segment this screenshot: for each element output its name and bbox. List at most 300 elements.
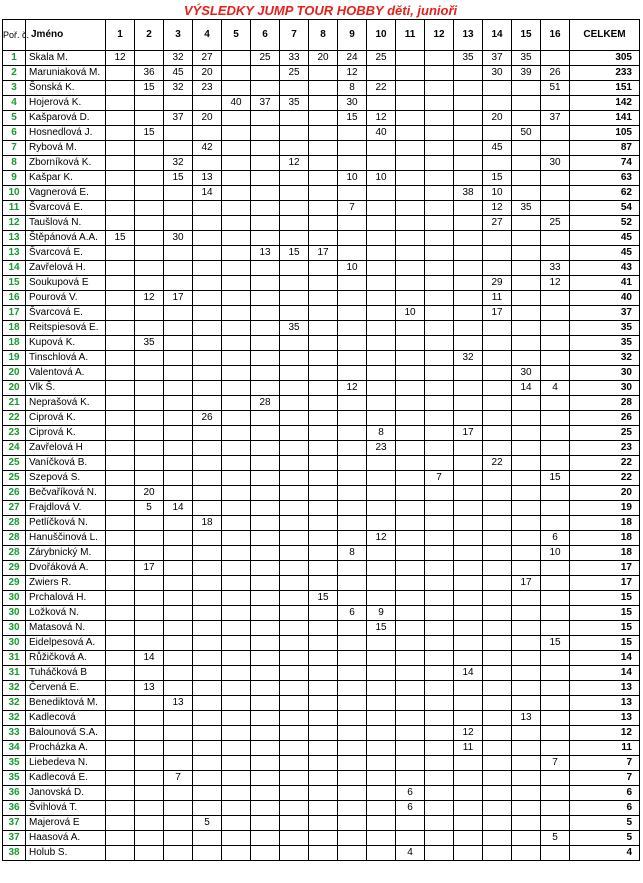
- rank-cell: 13: [3, 246, 26, 261]
- points-cell-round-5: [222, 276, 251, 291]
- points-cell-round-16: 10: [541, 546, 570, 561]
- points-cell-round-7: [280, 741, 309, 756]
- points-cell-round-7: [280, 681, 309, 696]
- rank-cell: 18: [3, 321, 26, 336]
- points-cell-round-10: [367, 381, 396, 396]
- points-cell-round-9: [338, 726, 367, 741]
- points-cell-round-8: [309, 801, 338, 816]
- points-cell-round-16: [541, 201, 570, 216]
- points-cell-round-4: 23: [193, 81, 222, 96]
- points-cell-round-8: [309, 576, 338, 591]
- points-cell-round-1: [106, 771, 135, 786]
- name-cell: Bečvaříková N.: [26, 486, 106, 501]
- points-cell-round-7: [280, 336, 309, 351]
- points-cell-round-10: [367, 456, 396, 471]
- round-12-header: 12: [425, 20, 454, 51]
- name-cell: Růžičková A.: [26, 651, 106, 666]
- points-cell-round-5: [222, 321, 251, 336]
- points-cell-round-2: [135, 111, 164, 126]
- table-row: [3, 381, 640, 396]
- points-cell-round-14: [483, 621, 512, 636]
- points-cell-round-11: [396, 96, 425, 111]
- points-cell-round-14: 30: [483, 66, 512, 81]
- points-cell-round-4: [193, 456, 222, 471]
- points-cell-round-12: [425, 51, 454, 66]
- points-cell-round-4: [193, 786, 222, 801]
- points-cell-round-11: [396, 501, 425, 516]
- name-cell: Švarcová E.: [26, 246, 106, 261]
- total-cell: 18: [570, 531, 640, 546]
- points-cell-round-10: 25: [367, 51, 396, 66]
- points-cell-round-5: [222, 576, 251, 591]
- points-cell-round-3: [164, 96, 193, 111]
- points-cell-round-10: [367, 186, 396, 201]
- points-cell-round-9: [338, 441, 367, 456]
- points-cell-round-8: [309, 111, 338, 126]
- points-cell-round-15: 35: [512, 51, 541, 66]
- points-cell-round-11: [396, 621, 425, 636]
- points-cell-round-2: [135, 621, 164, 636]
- points-cell-round-11: [396, 711, 425, 726]
- total-cell: 11: [570, 741, 640, 756]
- points-cell-round-6: [251, 516, 280, 531]
- points-cell-round-12: [425, 816, 454, 831]
- total-cell: 37: [570, 306, 640, 321]
- points-cell-round-4: [193, 576, 222, 591]
- points-cell-round-2: [135, 816, 164, 831]
- points-cell-round-3: 32: [164, 51, 193, 66]
- points-cell-round-16: [541, 576, 570, 591]
- points-cell-round-1: [106, 561, 135, 576]
- points-cell-round-3: [164, 336, 193, 351]
- points-cell-round-11: [396, 141, 425, 156]
- rank-cell: 22: [3, 411, 26, 426]
- points-cell-round-14: 45: [483, 141, 512, 156]
- points-cell-round-1: [106, 381, 135, 396]
- points-cell-round-15: [512, 516, 541, 531]
- points-cell-round-11: [396, 591, 425, 606]
- points-cell-round-3: 37: [164, 111, 193, 126]
- points-cell-round-5: [222, 516, 251, 531]
- rank-cell: 36: [3, 801, 26, 816]
- table-row: [3, 756, 640, 771]
- name-cell: Holub S.: [26, 846, 106, 861]
- points-cell-round-10: [367, 801, 396, 816]
- points-cell-round-16: [541, 666, 570, 681]
- points-cell-round-16: [541, 141, 570, 156]
- points-cell-round-12: [425, 561, 454, 576]
- points-cell-round-16: [541, 681, 570, 696]
- points-cell-round-12: [425, 171, 454, 186]
- table-row: [3, 426, 640, 441]
- points-cell-round-8: 17: [309, 246, 338, 261]
- points-cell-round-6: [251, 426, 280, 441]
- points-cell-round-12: [425, 156, 454, 171]
- points-cell-round-8: [309, 531, 338, 546]
- total-cell: 23: [570, 441, 640, 456]
- points-cell-round-11: [396, 606, 425, 621]
- points-cell-round-9: [338, 126, 367, 141]
- points-cell-round-1: [106, 516, 135, 531]
- points-cell-round-11: [396, 381, 425, 396]
- points-cell-round-3: 14: [164, 501, 193, 516]
- points-cell-round-6: [251, 111, 280, 126]
- points-cell-round-15: [512, 186, 541, 201]
- total-cell: 40: [570, 291, 640, 306]
- table-row: [3, 171, 640, 186]
- points-cell-round-3: [164, 306, 193, 321]
- total-cell: 18: [570, 516, 640, 531]
- points-cell-round-6: [251, 741, 280, 756]
- points-cell-round-2: [135, 246, 164, 261]
- name-cell: Matasová N.: [26, 621, 106, 636]
- points-cell-round-3: [164, 636, 193, 651]
- points-cell-round-14: [483, 351, 512, 366]
- points-cell-round-10: [367, 201, 396, 216]
- rank-cell: 21: [3, 396, 26, 411]
- points-cell-round-13: [454, 96, 483, 111]
- points-cell-round-7: [280, 561, 309, 576]
- points-cell-round-7: [280, 606, 309, 621]
- round-8-header: 8: [309, 20, 338, 51]
- table-row: [3, 201, 640, 216]
- points-cell-round-14: 17: [483, 306, 512, 321]
- points-cell-round-9: [338, 291, 367, 306]
- points-cell-round-14: [483, 831, 512, 846]
- points-cell-round-11: [396, 741, 425, 756]
- points-cell-round-10: [367, 561, 396, 576]
- results-body: [3, 51, 640, 861]
- points-cell-round-16: 12: [541, 276, 570, 291]
- table-row: [3, 576, 640, 591]
- points-cell-round-12: [425, 396, 454, 411]
- points-cell-round-16: [541, 606, 570, 621]
- points-cell-round-5: [222, 711, 251, 726]
- points-cell-round-3: [164, 741, 193, 756]
- rank-cell: 31: [3, 651, 26, 666]
- points-cell-round-3: [164, 801, 193, 816]
- points-cell-round-4: [193, 606, 222, 621]
- points-cell-round-3: [164, 276, 193, 291]
- rank-cell: 10: [3, 186, 26, 201]
- points-cell-round-9: [338, 621, 367, 636]
- points-cell-round-13: 38: [454, 186, 483, 201]
- points-cell-round-10: [367, 636, 396, 651]
- points-cell-round-11: [396, 261, 425, 276]
- points-cell-round-9: 12: [338, 381, 367, 396]
- points-cell-round-8: [309, 456, 338, 471]
- points-cell-round-10: 12: [367, 111, 396, 126]
- points-cell-round-2: 15: [135, 126, 164, 141]
- points-cell-round-3: [164, 711, 193, 726]
- name-cell: Zárybnický M.: [26, 546, 106, 561]
- points-cell-round-15: [512, 336, 541, 351]
- points-cell-round-4: [193, 396, 222, 411]
- points-cell-round-6: [251, 696, 280, 711]
- points-cell-round-5: [222, 186, 251, 201]
- points-cell-round-13: [454, 561, 483, 576]
- table-row: [3, 51, 640, 66]
- table-row: [3, 336, 640, 351]
- total-cell: 105: [570, 126, 640, 141]
- total-cell: 45: [570, 246, 640, 261]
- points-cell-round-10: [367, 351, 396, 366]
- points-cell-round-8: [309, 96, 338, 111]
- points-cell-round-1: [106, 171, 135, 186]
- points-cell-round-14: [483, 231, 512, 246]
- points-cell-round-14: [483, 381, 512, 396]
- table-row: [3, 141, 640, 156]
- rank-cell: 32: [3, 696, 26, 711]
- name-cell: Soukupová E: [26, 276, 106, 291]
- points-cell-round-14: [483, 411, 512, 426]
- points-cell-round-2: [135, 606, 164, 621]
- points-cell-round-4: [193, 621, 222, 636]
- points-cell-round-15: [512, 846, 541, 861]
- total-cell: 43: [570, 261, 640, 276]
- points-cell-round-14: [483, 246, 512, 261]
- points-cell-round-5: [222, 456, 251, 471]
- points-cell-round-7: [280, 126, 309, 141]
- points-cell-round-13: [454, 231, 483, 246]
- table-row: [3, 486, 640, 501]
- points-cell-round-13: [454, 501, 483, 516]
- points-cell-round-12: [425, 786, 454, 801]
- points-cell-round-5: [222, 246, 251, 261]
- points-cell-round-11: [396, 666, 425, 681]
- points-cell-round-7: [280, 141, 309, 156]
- points-cell-round-8: [309, 501, 338, 516]
- points-cell-round-12: [425, 741, 454, 756]
- points-cell-round-15: [512, 621, 541, 636]
- total-cell: 19: [570, 501, 640, 516]
- name-cell: Zavřelová H: [26, 441, 106, 456]
- points-cell-round-11: 4: [396, 846, 425, 861]
- points-cell-round-12: [425, 426, 454, 441]
- points-cell-round-5: [222, 411, 251, 426]
- points-cell-round-13: 11: [454, 741, 483, 756]
- points-cell-round-5: [222, 651, 251, 666]
- rank-cell: 7: [3, 141, 26, 156]
- points-cell-round-7: [280, 396, 309, 411]
- points-cell-round-8: [309, 606, 338, 621]
- points-cell-round-12: [425, 351, 454, 366]
- table-row: [3, 321, 640, 336]
- points-cell-round-7: [280, 501, 309, 516]
- points-cell-round-14: [483, 816, 512, 831]
- total-cell: 15: [570, 621, 640, 636]
- points-cell-round-14: [483, 606, 512, 621]
- points-cell-round-15: [512, 171, 541, 186]
- points-cell-round-4: [193, 531, 222, 546]
- total-cell: 141: [570, 111, 640, 126]
- points-cell-round-3: [164, 816, 193, 831]
- points-cell-round-5: [222, 366, 251, 381]
- points-cell-round-7: 12: [280, 156, 309, 171]
- points-cell-round-9: [338, 681, 367, 696]
- points-cell-round-8: [309, 696, 338, 711]
- points-cell-round-13: [454, 336, 483, 351]
- points-cell-round-2: 5: [135, 501, 164, 516]
- points-cell-round-6: [251, 456, 280, 471]
- points-cell-round-11: [396, 291, 425, 306]
- points-cell-round-6: [251, 201, 280, 216]
- points-cell-round-5: [222, 696, 251, 711]
- points-cell-round-3: [164, 681, 193, 696]
- name-cell: Kašpar K.: [26, 171, 106, 186]
- points-cell-round-15: [512, 471, 541, 486]
- points-cell-round-1: [106, 186, 135, 201]
- points-cell-round-2: [135, 591, 164, 606]
- name-cell: Valentová A.: [26, 366, 106, 381]
- points-cell-round-13: [454, 216, 483, 231]
- points-cell-round-3: [164, 381, 193, 396]
- total-cell: 7: [570, 756, 640, 771]
- table-row: [3, 516, 640, 531]
- points-cell-round-7: 33: [280, 51, 309, 66]
- points-cell-round-1: [106, 456, 135, 471]
- table-row: [3, 96, 640, 111]
- points-cell-round-1: [106, 81, 135, 96]
- points-cell-round-10: [367, 546, 396, 561]
- name-header: Jméno: [26, 20, 106, 51]
- points-cell-round-1: [106, 201, 135, 216]
- points-cell-round-16: [541, 441, 570, 456]
- name-cell: Benediktová M.: [26, 696, 106, 711]
- points-cell-round-3: [164, 186, 193, 201]
- points-cell-round-13: [454, 651, 483, 666]
- points-cell-round-6: [251, 681, 280, 696]
- points-cell-round-15: [512, 351, 541, 366]
- rank-cell: 32: [3, 681, 26, 696]
- points-cell-round-1: [106, 531, 135, 546]
- points-cell-round-8: [309, 186, 338, 201]
- points-cell-round-5: [222, 216, 251, 231]
- name-cell: Štěpánová A.A.: [26, 231, 106, 246]
- points-cell-round-12: [425, 576, 454, 591]
- points-cell-round-5: [222, 441, 251, 456]
- points-cell-round-5: [222, 471, 251, 486]
- points-cell-round-2: [135, 531, 164, 546]
- points-cell-round-15: [512, 546, 541, 561]
- points-cell-round-14: [483, 471, 512, 486]
- points-cell-round-13: [454, 771, 483, 786]
- points-cell-round-7: [280, 636, 309, 651]
- points-cell-round-2: 20: [135, 486, 164, 501]
- total-cell: 26: [570, 411, 640, 426]
- points-cell-round-5: [222, 546, 251, 561]
- total-cell: 15: [570, 591, 640, 606]
- points-cell-round-7: [280, 516, 309, 531]
- points-cell-round-14: [483, 441, 512, 456]
- points-cell-round-16: [541, 51, 570, 66]
- round-15-header: 15: [512, 20, 541, 51]
- points-cell-round-1: [106, 411, 135, 426]
- table-row: [3, 111, 640, 126]
- points-cell-round-2: [135, 96, 164, 111]
- points-cell-round-4: [193, 561, 222, 576]
- table-row: [3, 81, 640, 96]
- points-cell-round-3: [164, 561, 193, 576]
- points-cell-round-1: [106, 576, 135, 591]
- points-cell-round-9: 7: [338, 201, 367, 216]
- total-cell: 12: [570, 726, 640, 741]
- points-cell-round-1: [106, 711, 135, 726]
- points-cell-round-7: [280, 441, 309, 456]
- points-cell-round-8: [309, 306, 338, 321]
- points-cell-round-10: 9: [367, 606, 396, 621]
- points-cell-round-5: [222, 561, 251, 576]
- points-cell-round-1: [106, 681, 135, 696]
- points-cell-round-2: [135, 411, 164, 426]
- points-cell-round-14: [483, 366, 512, 381]
- points-cell-round-6: [251, 351, 280, 366]
- points-cell-round-4: 27: [193, 51, 222, 66]
- points-cell-round-13: [454, 606, 483, 621]
- points-cell-round-7: [280, 471, 309, 486]
- points-cell-round-12: [425, 606, 454, 621]
- points-cell-round-7: [280, 276, 309, 291]
- points-cell-round-12: [425, 321, 454, 336]
- table-row: [3, 66, 640, 81]
- points-cell-round-7: [280, 261, 309, 276]
- points-cell-round-8: [309, 366, 338, 381]
- points-cell-round-6: 28: [251, 396, 280, 411]
- rank-cell: 34: [3, 741, 26, 756]
- points-cell-round-2: [135, 576, 164, 591]
- rank-cell: 12: [3, 216, 26, 231]
- points-cell-round-7: [280, 621, 309, 636]
- points-cell-round-12: [425, 411, 454, 426]
- points-cell-round-9: [338, 711, 367, 726]
- points-cell-round-1: [106, 396, 135, 411]
- points-cell-round-3: [164, 621, 193, 636]
- points-cell-round-3: 13: [164, 696, 193, 711]
- points-cell-round-13: [454, 276, 483, 291]
- rank-cell: 30: [3, 621, 26, 636]
- points-cell-round-2: [135, 771, 164, 786]
- points-cell-round-8: [309, 66, 338, 81]
- points-cell-round-1: [106, 336, 135, 351]
- points-cell-round-6: [251, 636, 280, 651]
- points-cell-round-9: [338, 696, 367, 711]
- points-cell-round-2: [135, 306, 164, 321]
- points-cell-round-13: [454, 471, 483, 486]
- points-cell-round-1: [106, 66, 135, 81]
- points-cell-round-2: [135, 801, 164, 816]
- points-cell-round-3: [164, 531, 193, 546]
- points-cell-round-15: [512, 276, 541, 291]
- name-cell: Neprašová K.: [26, 396, 106, 411]
- points-cell-round-10: [367, 741, 396, 756]
- points-cell-round-5: [222, 606, 251, 621]
- points-cell-round-1: [106, 126, 135, 141]
- points-cell-round-13: [454, 756, 483, 771]
- points-cell-round-1: [106, 546, 135, 561]
- table-row: [3, 816, 640, 831]
- points-cell-round-1: [106, 726, 135, 741]
- table-row: [3, 501, 640, 516]
- round-9-header: 9: [338, 20, 367, 51]
- points-cell-round-7: [280, 696, 309, 711]
- points-cell-round-2: [135, 186, 164, 201]
- points-cell-round-15: [512, 96, 541, 111]
- points-cell-round-2: [135, 546, 164, 561]
- total-cell: 15: [570, 636, 640, 651]
- total-cell: 6: [570, 786, 640, 801]
- points-cell-round-5: [222, 501, 251, 516]
- points-cell-round-14: [483, 396, 512, 411]
